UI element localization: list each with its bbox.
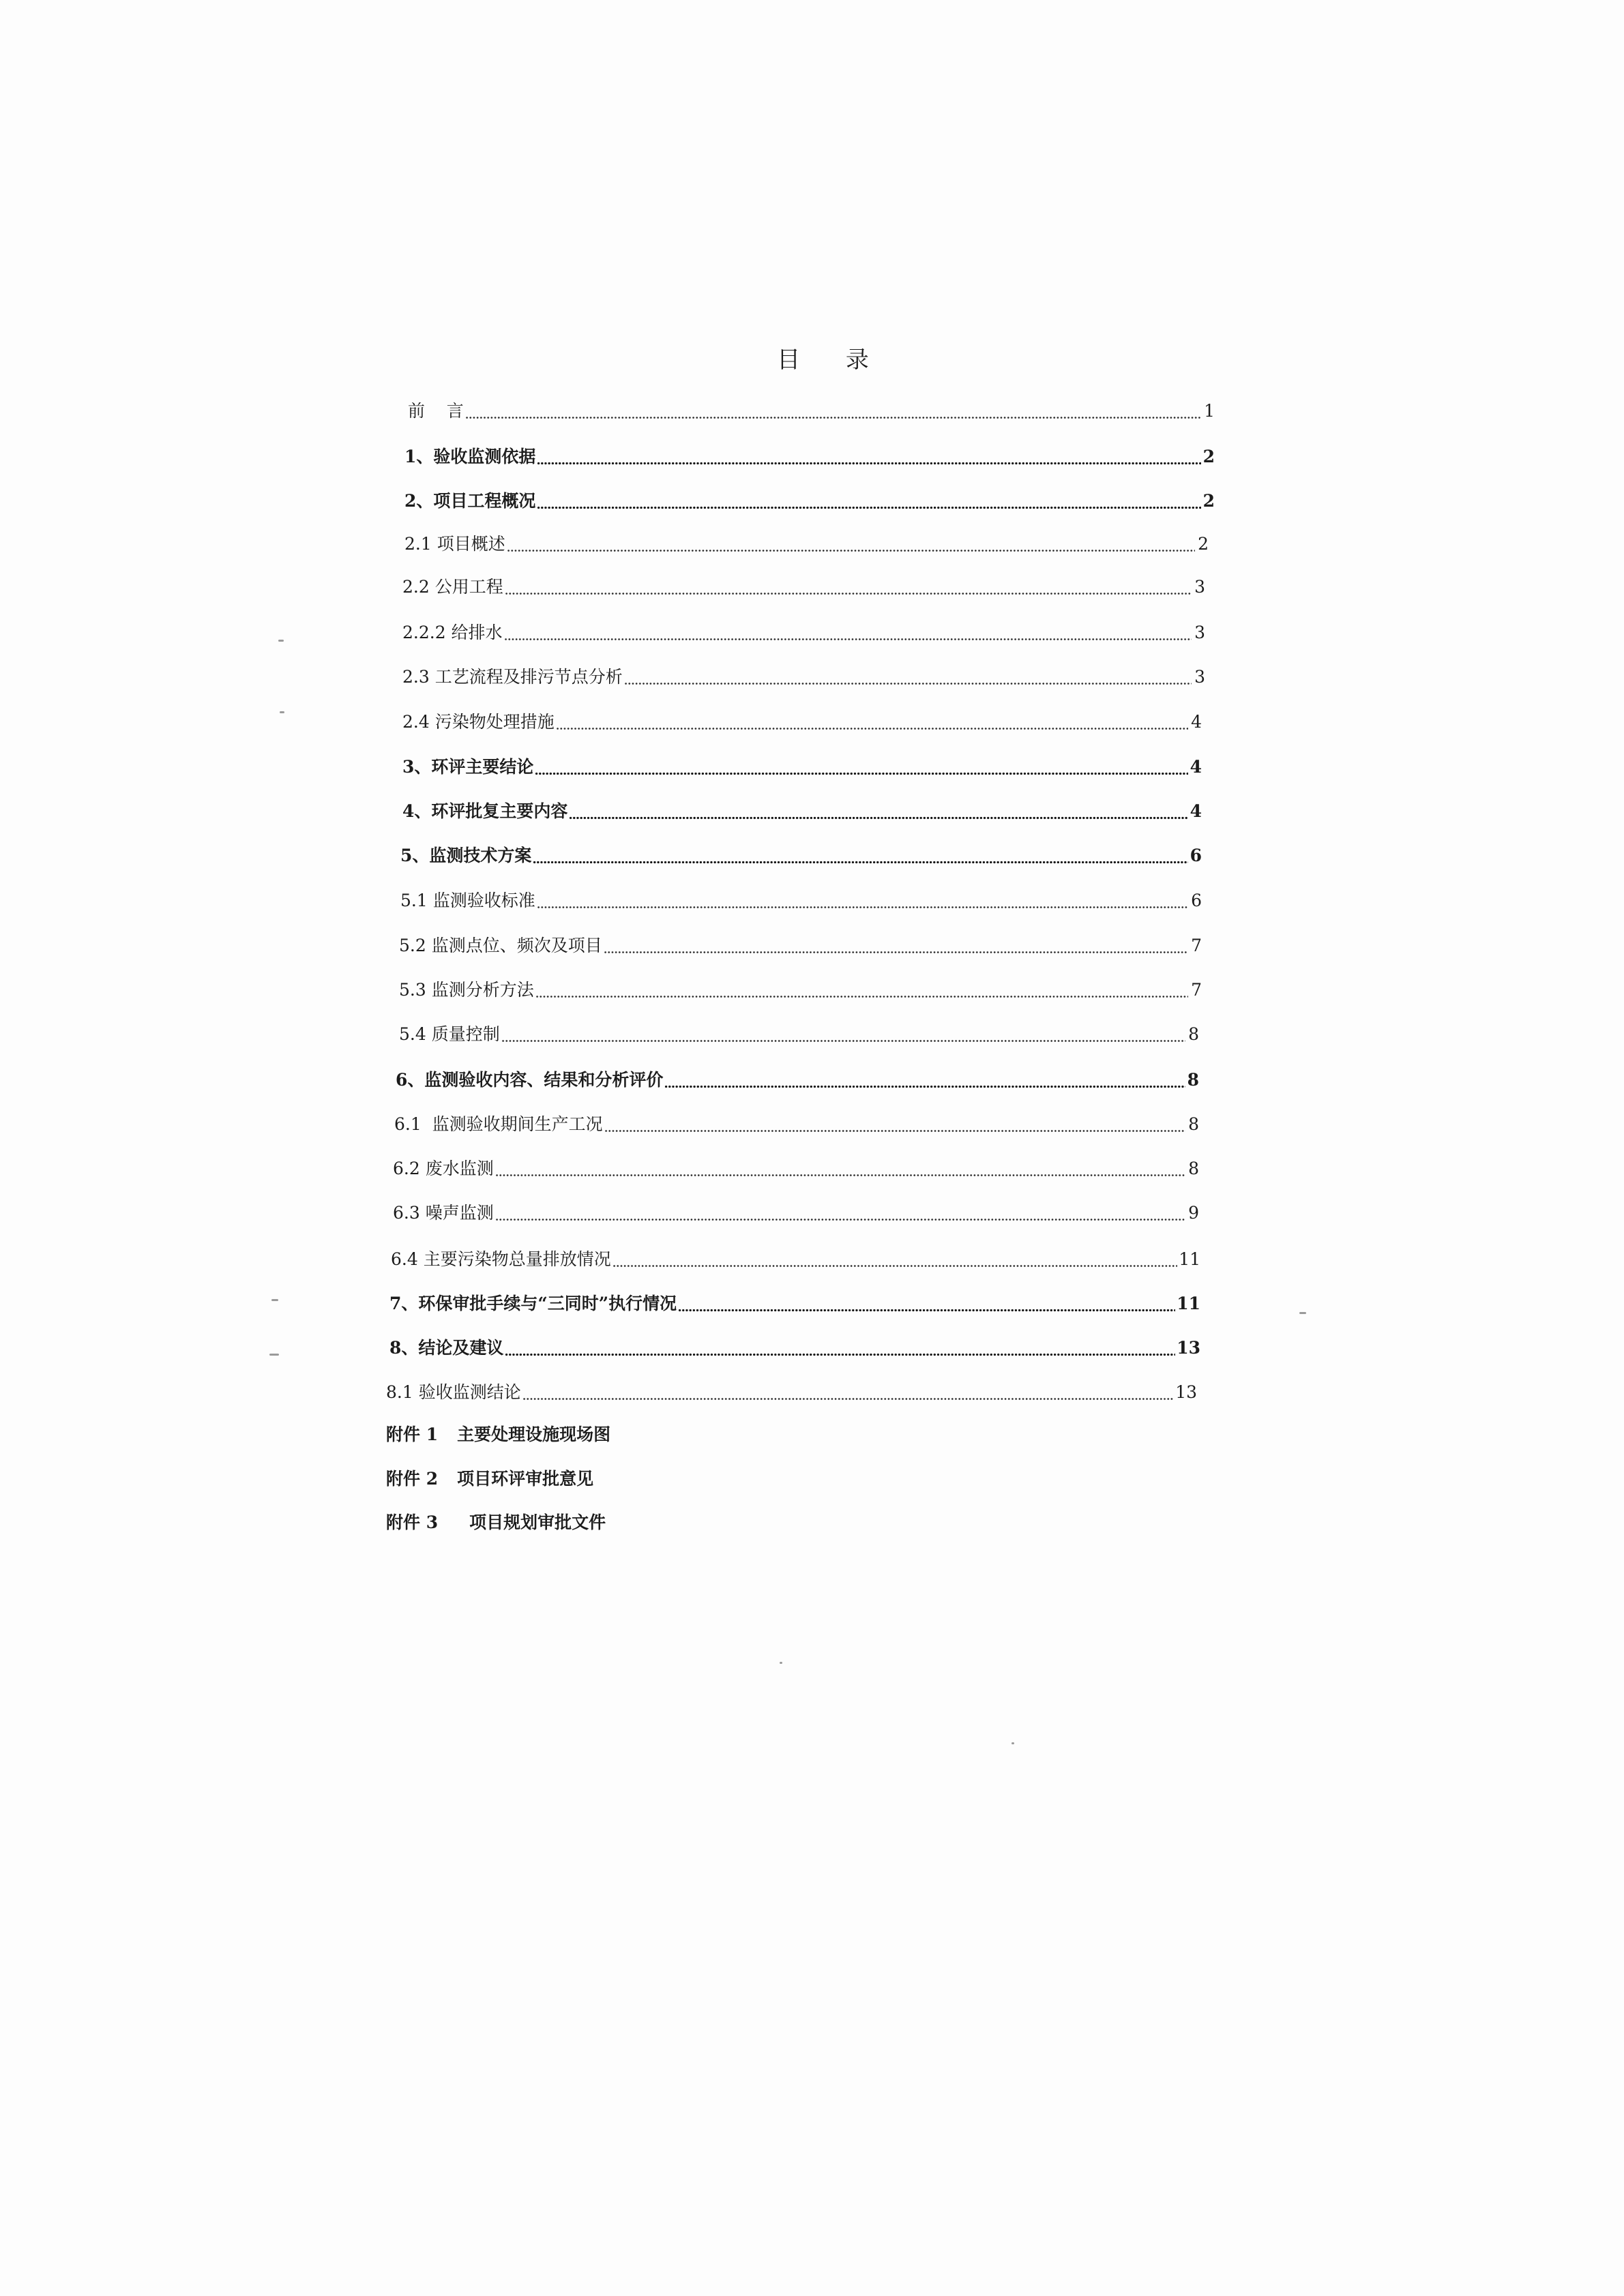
toc-entry-page-number: 7 (1191, 980, 1202, 1000)
appendix-number: 附件 1 (386, 1425, 439, 1444)
toc-leader-dots (612, 1248, 1177, 1271)
toc-entry-label: 5、监测技术方案 (400, 846, 532, 865)
toc-entry-page-number: 3 (1194, 623, 1205, 642)
toc-entry-page-number: 2 (1202, 491, 1215, 511)
toc-leader-dots (604, 1113, 1185, 1136)
toc-leader-dots (535, 979, 1188, 1002)
toc-entry-label: 5.4 质量控制 (399, 1024, 500, 1044)
toc-entry-page-number: 3 (1194, 667, 1205, 687)
appendix-number: 附件 2 (386, 1469, 439, 1489)
toc-entry (402, 794, 1202, 823)
toc-entry-label: 5.1 监测验收标准 (400, 891, 535, 910)
toc-leader-dots (604, 934, 1188, 957)
toc-entry (399, 929, 1202, 957)
toc-leader-dots (465, 400, 1201, 423)
toc-entry (404, 527, 1209, 556)
toc-entry (400, 839, 1202, 867)
toc-entry-page-number: 11 (1177, 1294, 1200, 1313)
scan-speck (1012, 1742, 1014, 1744)
toc-entry (404, 484, 1215, 513)
toc-entry-label: 2.1 项目概述 (404, 534, 505, 554)
toc-entry-page-number: 3 (1194, 577, 1205, 597)
toc-entry (408, 394, 1215, 423)
toc-entry-label: 1、验收监测依据 (404, 447, 536, 466)
scan-speck (1299, 1312, 1306, 1314)
toc-entry-page-number: 8 (1188, 1159, 1199, 1178)
toc-entry-page-number: 2 (1202, 447, 1215, 466)
toc-entry-page-number: 6 (1191, 891, 1202, 910)
scan-speck (271, 1299, 278, 1301)
toc-leader-dots (537, 445, 1201, 468)
toc-entry-label: 2.4 污染物处理措施 (402, 712, 555, 732)
toc-title: 目 录 (777, 346, 888, 374)
toc-entry (402, 750, 1202, 779)
toc-entry-label: 2、项目工程概况 (404, 491, 536, 511)
scan-speck (278, 640, 284, 642)
toc-entry-label: 6.4 主要污染物总量排放情况 (391, 1249, 611, 1269)
toc-entry-page-number: 4 (1190, 801, 1202, 821)
toc-entry-label: 2.3 工艺流程及排污节点分析 (402, 667, 623, 687)
toc-entry-page-number: 9 (1188, 1203, 1199, 1223)
toc-entry-page-number: 11 (1179, 1249, 1200, 1269)
toc-leader-dots (678, 1292, 1175, 1315)
appendix-title: 项目规划审批文件 (469, 1512, 606, 1532)
toc-entry-page-number: 8 (1187, 1070, 1199, 1090)
toc-entry-label: 5.2 监测点位、频次及项目 (399, 936, 602, 955)
toc-entry (389, 1331, 1200, 1360)
scan-speck (780, 1662, 782, 1664)
toc-entry-label: 8、结论及建议 (389, 1338, 504, 1358)
scan-speck (269, 1354, 279, 1356)
toc-leader-dots (624, 666, 1192, 689)
toc-entry (389, 1287, 1200, 1315)
appendix-item (386, 1423, 610, 1446)
toc-leader-dots (501, 1023, 1185, 1046)
toc-entry-label: 4、环评批复主要内容 (402, 801, 568, 821)
toc-leader-dots (522, 1381, 1174, 1404)
toc-entry-page-number: 13 (1175, 1382, 1197, 1402)
appendix-number: 附件 3 (386, 1512, 439, 1532)
toc-leader-dots (505, 1337, 1175, 1360)
toc-entry (394, 1107, 1199, 1136)
toc-entry-label: 6.1 监测验收期间生产工况 (394, 1114, 603, 1134)
toc-leader-dots (535, 756, 1188, 779)
toc-leader-dots (537, 490, 1201, 513)
toc-leader-dots (495, 1157, 1185, 1180)
toc-entry-page-number: 4 (1191, 712, 1202, 732)
toc-entry-page-number: 1 (1204, 401, 1215, 421)
toc-entry-label: 6、监测验收内容、结果和分析评价 (396, 1070, 664, 1090)
toc-entry (404, 440, 1215, 468)
toc-entry-page-number: 7 (1191, 936, 1202, 955)
toc-leader-dots (556, 711, 1188, 734)
toc-leader-dots (504, 621, 1192, 644)
scan-speck (280, 711, 284, 713)
toc-entry-page-number: 4 (1190, 757, 1202, 777)
toc-entry-page-number: 8 (1188, 1114, 1199, 1134)
toc-entry-label: 8.1 验收监测结论 (386, 1382, 521, 1402)
toc-entry (402, 660, 1205, 689)
toc-entry (402, 616, 1205, 644)
toc-leader-dots (507, 533, 1195, 556)
toc-entry (386, 1375, 1197, 1404)
toc-leader-dots (505, 576, 1192, 599)
toc-leader-dots (495, 1202, 1185, 1225)
toc-entry-label: 前 言 (408, 401, 464, 421)
toc-entry-label: 3、环评主要结论 (402, 757, 534, 777)
toc-entry-label: 6.2 废水监测 (393, 1159, 494, 1178)
toc-entry-page-number: 6 (1190, 846, 1202, 865)
toc-leader-dots (664, 1069, 1185, 1092)
toc-entry (399, 973, 1202, 1002)
toc-leader-dots (533, 844, 1188, 867)
toc-entry (393, 1152, 1199, 1180)
toc-entry (393, 1196, 1199, 1225)
appendix-item (386, 1511, 606, 1534)
toc-entry-page-number: 13 (1177, 1338, 1200, 1358)
toc-entry-page-number: 8 (1188, 1024, 1199, 1044)
toc-entry (402, 570, 1205, 599)
toc-entry-page-number: 2 (1198, 534, 1209, 554)
toc-entry-label: 6.3 噪声监测 (393, 1203, 494, 1223)
toc-leader-dots (537, 889, 1188, 912)
toc-leader-dots (569, 800, 1188, 823)
toc-entry-label: 7、环保审批手续与“三同时”执行情况 (389, 1294, 677, 1313)
toc-entry-label: 5.3 监测分析方法 (399, 980, 534, 1000)
toc-entry-label: 2.2.2 给排水 (402, 623, 503, 642)
appendix-title: 项目环评审批意见 (457, 1469, 594, 1489)
toc-entry (402, 705, 1202, 734)
toc-entry (391, 1242, 1200, 1271)
toc-entry (399, 1017, 1199, 1046)
appendix-item (386, 1467, 593, 1491)
toc-entry (396, 1063, 1199, 1092)
toc-entry-label: 2.2 公用工程 (402, 577, 503, 597)
toc-entry (400, 884, 1202, 912)
appendix-title: 主要处理设施现场图 (457, 1425, 611, 1444)
